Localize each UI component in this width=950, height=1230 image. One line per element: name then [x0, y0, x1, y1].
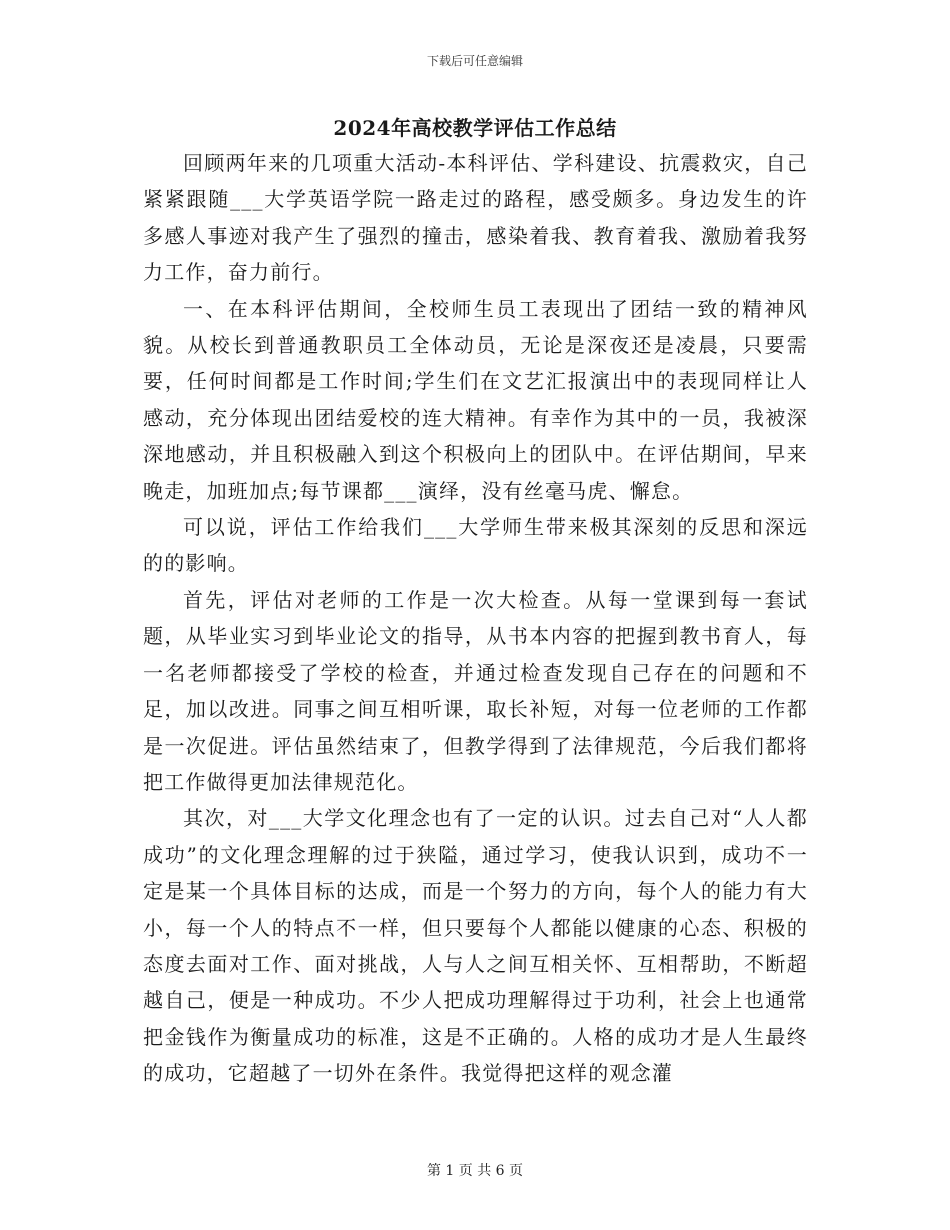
- header-note: 下载后可任意编辑: [426, 54, 523, 68]
- paragraph-section-one: 一、在本科评估期间，全校师生员工表现出了团结一致的精神风貌。从校长到普通教职员工全体动员，无论是深夜还是凌晨，只要需要，任何时间都是工作时间;学生们在文艺汇报演出中的表现同样让人感动，充分体现出团结爱校的连大精神。有幸作为其中的一员，我被深深地感动，并且积极融入到这个积极向上的团队中。在评估期间，早来晚走，加班加点;每节课都___演绎，没有丝毫马虎、懈怠。: [143, 296, 808, 503]
- paragraph-influence: 可以说，评估工作给我们___大学师生带来极其深刻的反思和深远的的影响。: [143, 515, 808, 576]
- paragraph-first: 首先，评估对老师的工作是一次大检查。从每一堂课到每一套试题，从毕业实习到毕业论文的指导，从书本内容的把握到教书育人，每一名老师都接受了学校的检查，并通过检查发现自己存在的问题和不足，加以改进。同事之间互相听课，取长补短，对每一位老师的工作都是一次促进。评估虽然结束了，但教学得到了法律规范，今后我们都将把工作做得更加法律规范化。: [143, 587, 808, 794]
- document-body: [143, 145, 808, 1092]
- paragraph-second: 其次，对___大学文化理念也有了一定的认识。过去自己对“人人都成功”的文化理念理解的过于狭隘，通过学习，使我认识到，成功不一定是某一个具体目标的达成，而是一个努力的方向，每个人的能力有大小，每一个人的特点不一样，但只要每个人都能以健康的心态、积极的态度去面对工作、面对挑战，人与人之间互相关怀、互相帮助，不断超越自己，便是一种成功。不少人把成功理解得过于功利，社会上也通常把金钱作为衡量成功的标准，这是不正确的。人格的成功才是人生最终的成功，它超越了一切外在条件。我觉得把这样的观念灌: [143, 806, 808, 1086]
- document-title: 2024年高校教学评估工作总结: [333, 116, 617, 140]
- paragraph-intro: 回顾两年来的几项重大活动-本科评估、学科建设、抗震救灾，自己紧紧跟随___大学英语学院一路走过的路程，感受颇多。身边发生的许多感人事迹对我产生了强烈的撞击，感染着我、教育着我、激励着我努力工作，奋力前行。: [143, 151, 808, 285]
- page-footer: 第 1 页 共 6 页: [426, 1163, 524, 1179]
